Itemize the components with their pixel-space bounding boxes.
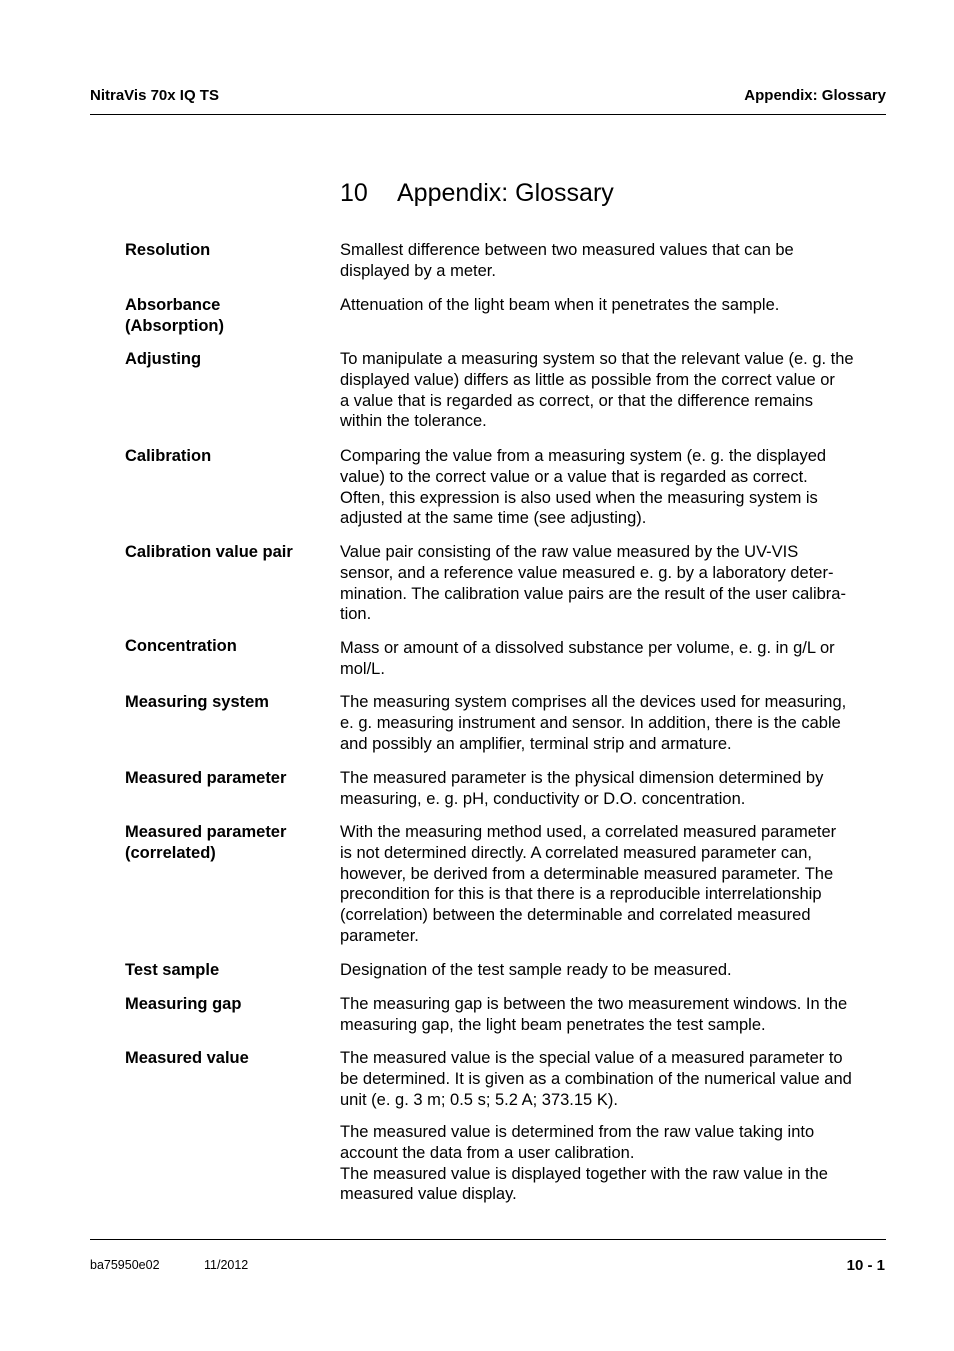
page-number: 10 - 1 bbox=[846, 1257, 885, 1274]
header-divider bbox=[90, 114, 886, 115]
glossary-term: Measuring gap bbox=[125, 995, 242, 1013]
glossary-definition: To manipulate a measuring system so that the relevant value (e. g. the displayed value) differs as little as possible from the correct value or a value that is regarded as correct, or that the difference remains within the tolerance. bbox=[340, 350, 854, 431]
glossary-term: Measuring system bbox=[125, 693, 269, 711]
glossary-term: Calibration value pair bbox=[125, 543, 293, 561]
chapter-number: 10 bbox=[340, 179, 368, 207]
running-header-product: NitraVis 70x IQ TS bbox=[90, 87, 219, 104]
glossary-term: Measured parameter bbox=[125, 769, 287, 787]
glossary-definition: Mass or amount of a dissolved substance per volume, e. g. in g/L or mol/L. bbox=[340, 639, 835, 678]
glossary-term: Test sample bbox=[125, 961, 220, 979]
chapter-heading bbox=[340, 176, 614, 210]
footer-date: 11/2012 bbox=[204, 1258, 249, 1272]
glossary-definition: The measured parameter is the physical dimension determined by measuring, e. g. pH, conductivity or D.O. concentration. bbox=[340, 769, 824, 808]
glossary-definition: Smallest difference between two measured values that can be displayed by a meter. bbox=[340, 241, 794, 280]
glossary-term: Measured value bbox=[125, 1049, 249, 1067]
glossary-term: Calibration bbox=[125, 447, 212, 465]
footer-doc-id: ba75950e02 bbox=[90, 1258, 160, 1272]
glossary-term: Adjusting bbox=[125, 350, 202, 368]
glossary-definition: The measured value is the special value of a measured parameter to be determined. It is given as a combination of the numerical value and unit (e. g. 3 m; 0.5 s; 5.2 A; 373.15 K). bbox=[340, 1049, 852, 1109]
running-header-section: Appendix: Glossary bbox=[744, 87, 886, 104]
chapter-title: Appendix: Glossary bbox=[397, 179, 614, 207]
glossary-definition: With the measuring method used, a correlated measured parameter is not determined directly. A correlated measured parameter can, however, be derived from a determinable measured parameter. The precondition for this is that there is a reproducible interrelationship (correlation) between the determinable and correlated measured parameter. bbox=[340, 823, 837, 945]
glossary-term: Resolution bbox=[125, 241, 211, 259]
glossary-definition: Designation of the test sample ready to be measured. bbox=[340, 961, 732, 979]
glossary-definition: Comparing the value from a measuring system (e. g. the displayed value) to the correct value or a value that is regarded as correct. Often, this expression is also used when the measuring system is adjusted at the same time (see adjusting). bbox=[340, 447, 827, 528]
glossary-definition: Attenuation of the light beam when it penetrates the sample. bbox=[340, 296, 780, 314]
glossary-definition: The measuring system comprises all the devices used for measuring, e. g. measuring instrument and sensor. In addition, there is the cable and possibly an amplifier, terminal strip and armature. bbox=[340, 693, 847, 753]
glossary-term: Measured parameter (correlated) bbox=[125, 823, 287, 862]
glossary-definition-continued: The measured value is determined from the raw value taking into account the data from a user calibration. The measured value is displayed together with the raw value in the measured value display. bbox=[340, 1123, 828, 1204]
glossary-definition: Value pair consisting of the raw value measured by the UV-VIS sensor, and a reference value measured e. g. by a laboratory deter- mination. The calibration value pairs are the result of the user calibra- tion. bbox=[340, 543, 846, 624]
glossary-term: Concentration bbox=[125, 637, 237, 655]
footer-divider bbox=[90, 1239, 886, 1240]
glossary-term: Absorbance (Absorption) bbox=[125, 296, 224, 335]
glossary-definition: The measuring gap is between the two measurement windows. In the measuring gap, the light beam penetrates the test sample. bbox=[340, 995, 848, 1034]
